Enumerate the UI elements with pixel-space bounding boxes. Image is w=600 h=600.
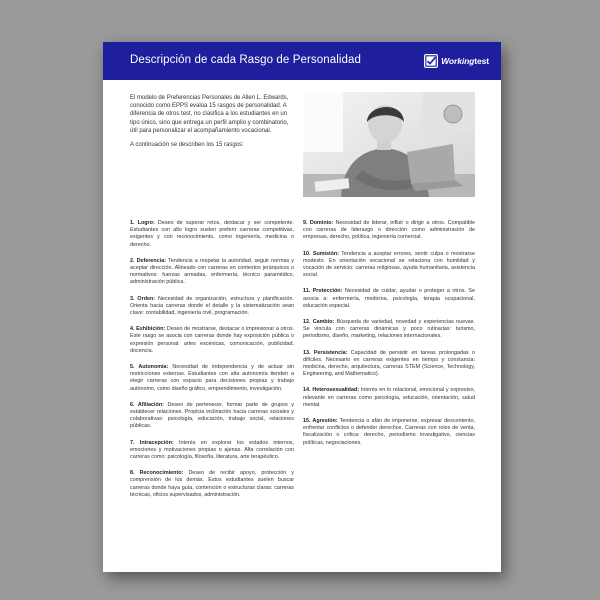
- header-banner: [103, 42, 501, 80]
- student-photo: [303, 92, 475, 197]
- intro-lead: A continuación se describen los 15 rasgos:: [130, 142, 244, 149]
- trait-item: 10. Sumisión: Tendencia a aceptar errores, sentir culpa o mostrarse modesto. En orientación vocacional se relaciona con humildad y vocación de servicio: carreras religiosas, ayuda humanitaria, asistencia social.: [303, 250, 475, 279]
- logo-text: Workingtest: [441, 56, 489, 66]
- trait-item: 3. Orden: Necesidad de organización, estructura y planificación. Orienta hacia carreras donde el detalle y la sistematización sean clave: contabilidad, ingeniería civil, programación.: [130, 295, 294, 317]
- trait-item: 14. Heterosexualidad: Interés en lo relacional, emocional y expresivo, relevante en carreras como psicología, educación, orientación, salud mental.: [303, 387, 475, 408]
- trait-item: 6. Afiliación: Deseo de pertenecer, formar parte de grupos y establecer relaciones. Propicia inclinación hacia carreras sociales y colaborativas: psicología, educación, trabajo social, relaciones públicas.: [130, 401, 294, 430]
- intro-paragraph: El modelo de Preferencias Personales de Allen L. Edwards, conocido como EPPS evalúa 15 rasgos de personalidad. A diferencia de otros test, no clasifica a los estudiantes en un tipo único, sino que entrega un perfil amplio y combinatorio, útil para personalizar el acompañamiento vocacional.: [130, 95, 289, 134]
- checkmark-icon: [424, 54, 438, 68]
- trait-item: 13. Persistencia: Capacidad de persistir en tareas prolongadas o difíciles. Necesario en carreras exigentes en tiempo y constancia: medicina, derecho, arquitectura, carreras STEM (Science, Technology, Engineering, and Mathematics).: [303, 349, 476, 378]
- traits-right-column: [303, 220, 475, 456]
- trait-item: 5. Autonomía: Necesidad de independencia y de actuar sin restricciones externas. Estudiantes con alta autonomía tienden a elegir carreras con espacio para decisiones propias y trabajo autónomo, como diseño gráfico, emprendimiento, investigación.: [130, 364, 295, 392]
- trait-item: 9. Dominio: Necesidad de liderar, influir o dirigir a otros. Compatible con carreras de liderazgo o dirección como administración de empresas, derecho, política, ingeniería comercial.: [303, 220, 475, 241]
- workingtest-logo: [424, 53, 489, 69]
- trait-item: 2. Deferencia: Tendencia a respetar la autoridad, seguir normas y aceptar dirección. Alineado con carreras en contextos jerárquicos o normativos: fuerzas armadas, enfermería, técnico paramédico, administración pública.: [130, 257, 295, 286]
- intro-text: [130, 94, 290, 155]
- trait-item: 12. Cambio: Búsqueda de variedad, novedad y experiencias nuevas. Se vincula con carreras dinámicas y poco rutinarias: turismo, periodismo, diseño, marketing, relaciones internacionales.: [303, 319, 475, 340]
- trait-item: 15. Agresión: Tendencia o afán de imponerse, expresar descontento, enfrentar conflictos o defender derechos. Carreras con roles de venta, fiscalización o crítica: derecho, periodismo investigativo, ciencias políticas, negociaciones.: [303, 418, 476, 446]
- trait-item: 11. Protección: Necesidad de cuidar, ayudar o proteger a otros. Se asocia a: enfermería, medicina, psicología, terapia ocupacional, educación especial.: [303, 288, 475, 309]
- trait-item: 8. Reconocimiento: Deseo de recibir apoyo, protección y comprensión de los demás. Estos estudiantes suelen buscar carreras donde haya guía, contención o estructuras claras: carreras técnicas, oficios supervisados, administración.: [130, 470, 294, 498]
- traits-left-column: [130, 220, 294, 508]
- trait-item: 1. Logro: Deseo de superar retos, destacar y ser competente. Estudiantes con alto logro suelen preferir carreras competitivas, exigentes y con reconocimiento, como ingeniería, medicina o derecho.: [130, 220, 294, 248]
- trait-item: 4. Exhibición: Deseo de mostrarse, destacar o impresionar a otros. Este rasgo se asocia con carreras donde hay exposición pública o expresión personal: artes escénicas, comunicación, publicidad, docencia.: [130, 326, 295, 354]
- document-page: [103, 42, 501, 572]
- trait-item: 7. Intracepción: Interés en explorar los estados internos, emociones y motivaciones propias o ajenas. Alta correlación con carreras como: psicología, filosofía, literatura, arte terapéutico.: [130, 439, 295, 461]
- page-title: Descripción de cada Rasgo de Personalidad: [130, 54, 362, 66]
